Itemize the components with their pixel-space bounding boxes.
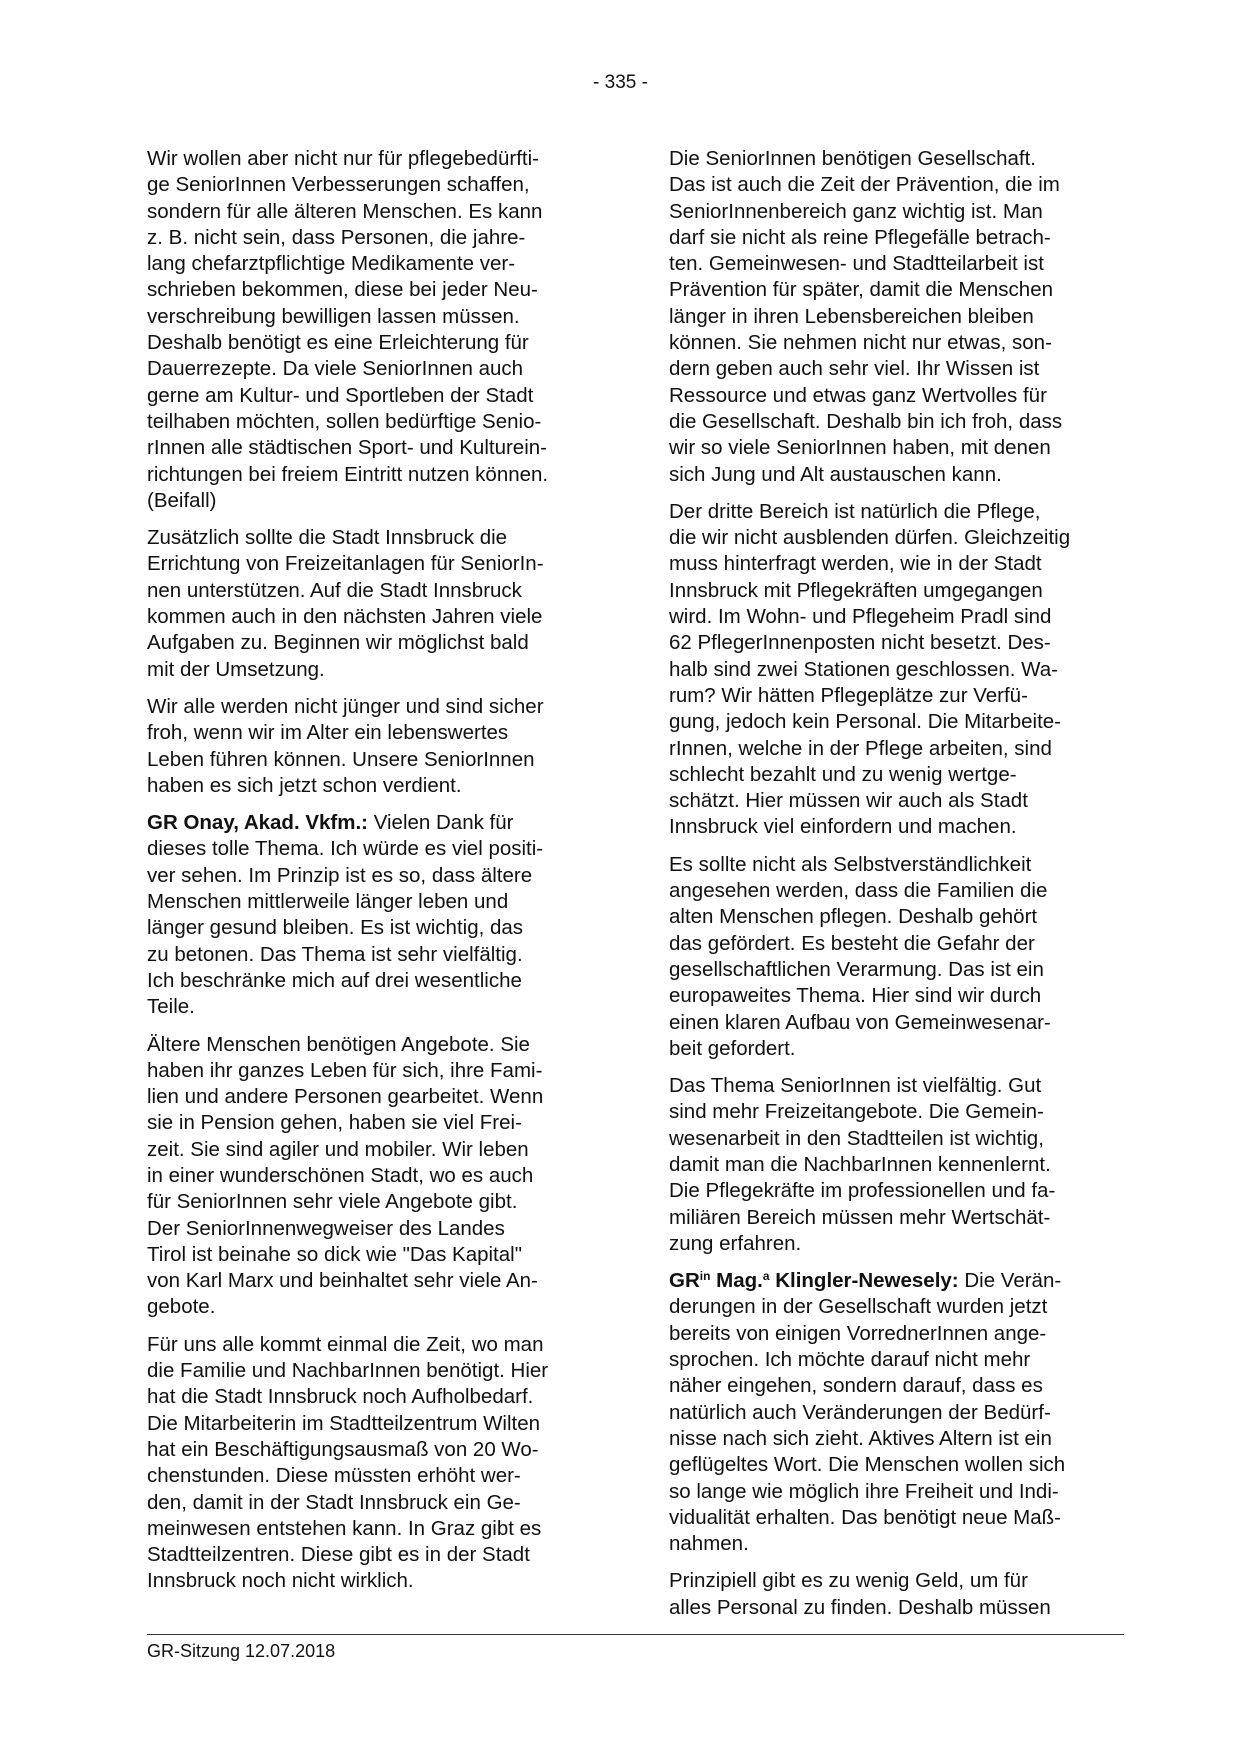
- text-line: sind mehr Freizeitangebote. Die Gemein-: [669, 1100, 1044, 1124]
- text-line: meinwesen entstehen kann. In Graz gibt es: [147, 1516, 542, 1540]
- speech-text: Die Verän-: [958, 1269, 1062, 1293]
- text-line: Ressource und etwas ganz Wertvolles für: [669, 383, 1047, 407]
- text-line: 62 PflegerInnenposten nicht besetzt. Des-: [669, 631, 1051, 655]
- text-line: alten Menschen pflegen. Deshalb gehört: [669, 905, 1038, 929]
- speech-onay: [147, 810, 602, 1020]
- text-line: gesellschaftlichen Verarmung. Das ist ein: [669, 957, 1044, 981]
- text-line: in einer wunderschönen Stadt, wo es auch: [147, 1163, 534, 1187]
- text-line: geflügeltes Wort. Die Menschen wollen sich: [669, 1453, 1066, 1477]
- text-line: beit gefordert.: [669, 1036, 796, 1060]
- text-line: gung, jedoch kein Personal. Die Mitarbeite-: [669, 710, 1061, 734]
- text-line: so lange wie möglich ihre Freiheit und Indi-: [669, 1479, 1059, 1503]
- text-line: Prinzipiell gibt es zu wenig Geld, um für: [669, 1569, 1028, 1593]
- speech-continuation: [147, 836, 602, 1020]
- text-line: bereits von einigen VorrednerInnen ange-: [669, 1321, 1047, 1345]
- text-line: SeniorInnenbereich ganz wichtig ist. Man: [669, 199, 1043, 223]
- text-line: natürlich auch Veränderungen der Bedürf-: [669, 1400, 1051, 1424]
- text-line: zung erfahren.: [669, 1231, 802, 1255]
- speaker-surname: Klingler-Newesely:: [769, 1269, 959, 1293]
- text-line: können. Sie nehmen nicht nur etwas, son-: [669, 331, 1052, 355]
- text-line: muss hinterfragt werden, wie in der Stadt: [669, 552, 1042, 576]
- text-line: wird. Im Wohn- und Pflegeheim Pradl sind: [669, 605, 1052, 629]
- text-line: näher eingehen, sondern darauf, dass es: [669, 1374, 1043, 1398]
- text-line: die Gesellschaft. Deshalb bin ich froh, dass: [669, 409, 1063, 433]
- text-line: chenstunden. Diese müssten erhöht wer-: [147, 1464, 521, 1488]
- speech-first-line: [147, 810, 602, 836]
- text-line: gebote.: [147, 1295, 216, 1319]
- paragraph: [669, 1568, 1124, 1621]
- text-line: teilhaben möchten, sollen bedürftige Senio-: [147, 409, 542, 433]
- text-line: mit der Umsetzung.: [147, 657, 325, 681]
- text-line: dern geben auch sehr viel. Ihr Wissen ist: [669, 357, 1040, 381]
- text-line: den, damit in der Stadt Innsbruck ein Ge-: [147, 1490, 521, 1514]
- text-line: Leben führen können. Unsere SeniorInnen: [147, 747, 535, 771]
- text-line: Deshalb benötigt es eine Erleichterung für: [147, 331, 529, 355]
- text-line: einen klaren Aufbau von Gemeinwesenar-: [669, 1010, 1051, 1034]
- text-line: nen unterstützen. Auf die Stadt Innsbruck: [147, 578, 522, 602]
- text-line: richtungen bei freiem Eintritt nutzen können.: [147, 462, 549, 486]
- speech-text: Vielen Dank für: [368, 811, 514, 835]
- text-line: damit man die NachbarInnen kennenlernt.: [669, 1152, 1051, 1176]
- text-line: europaweites Thema. Hier sind wir durch: [669, 984, 1042, 1008]
- text-line: Ich beschränke mich auf drei wesentliche: [147, 968, 522, 992]
- speaker-name: [669, 1269, 959, 1292]
- text-line: Innsbruck mit Pflegekräften umgegangen: [669, 578, 1043, 602]
- text-line: vidualität erhalten. Das benötigt neue Maß-: [669, 1505, 1062, 1529]
- paragraph: [147, 525, 602, 683]
- speaker-title: GR: [669, 1269, 700, 1293]
- text-line: halb sind zwei Stationen geschlossen. Wa-: [669, 657, 1058, 681]
- text-line: Das Thema SeniorInnen ist vielfältig. Gut: [669, 1074, 1042, 1098]
- text-line: hat ein Beschäftigungsausmaß von 20 Wo-: [147, 1437, 539, 1461]
- text-line: gerne am Kultur- und Sportleben der Stadt: [147, 383, 534, 407]
- text-line: ver sehen. Im Prinzip ist es so, dass ältere: [147, 863, 533, 887]
- text-line: (Beifall): [147, 488, 217, 512]
- paragraph: [147, 1332, 602, 1595]
- text-line: Wir wollen aber nicht nur für pflegebedürfti-: [147, 147, 539, 170]
- text-line: sprochen. Ich möchte darauf nicht mehr: [669, 1348, 1031, 1372]
- text-line: Innsbruck noch nicht wirklich.: [147, 1569, 414, 1593]
- text-line: ge SeniorInnen Verbesserungen schaffen,: [147, 173, 530, 197]
- text-line: Der dritte Bereich ist natürlich die Pflege,: [669, 499, 1041, 523]
- footer-session-date: GR-Sitzung 12.07.2018: [147, 1641, 336, 1661]
- text-line: Stadtteilzentren. Diese gibt es in der Stadt: [147, 1543, 530, 1567]
- text-line: länger in ihren Lebensbereichen bleiben: [669, 304, 1034, 328]
- text-line: sie in Pension gehen, haben sie viel Frei-: [147, 1111, 522, 1135]
- text-line: angesehen werden, dass die Familien die: [669, 879, 1048, 903]
- text-line: schrieben bekommen, diese bei jeder Neu-: [147, 278, 538, 302]
- speech-klingler: [669, 1268, 1124, 1557]
- paragraph: [669, 1073, 1124, 1257]
- footer-divider: [147, 1634, 1124, 1635]
- text-line: dieses tolle Thema. Ich würde es viel positi-: [147, 837, 544, 861]
- paragraph: [669, 499, 1124, 841]
- text-line: zu betonen. Das Thema ist sehr vielfältig.: [147, 942, 523, 966]
- text-line: Ältere Menschen benötigen Angebote. Sie: [147, 1032, 530, 1056]
- text-line: die Familie und NachbarInnen benötigt. Hier: [147, 1359, 549, 1383]
- text-line: nahmen.: [669, 1532, 749, 1556]
- text-line: Die Mitarbeiterin im Stadtteilzentrum Wilten: [147, 1411, 541, 1435]
- text-line: lang chefarztpflichtige Medikamente ver-: [147, 252, 516, 276]
- text-line: derungen in der Gesellschaft wurden jetzt: [669, 1295, 1048, 1319]
- speaker-title-suffix: in: [699, 1269, 711, 1284]
- text-line: Für uns alle kommt einmal die Zeit, wo man: [147, 1332, 544, 1356]
- text-line: Es sollte nicht als Selbstverständlichkeit: [669, 852, 1032, 876]
- paragraph: [147, 1032, 602, 1321]
- left-column: [147, 146, 602, 1606]
- text-line: Teile.: [147, 995, 195, 1019]
- speaker-name: GR Onay, Akad. Vkfm.:: [147, 811, 368, 835]
- text-line: von Karl Marx und beinhaltet sehr viele An-: [147, 1269, 538, 1293]
- text-line: darf sie nicht als reine Pflegefälle betrach-: [669, 225, 1051, 249]
- speech-continuation: [669, 1294, 1124, 1557]
- text-line: haben es sich jetzt schon verdient.: [147, 773, 462, 797]
- text-line: Der SeniorInnenwegweiser des Landes: [147, 1216, 505, 1240]
- text-line: Errichtung von Freizeitanlagen für SeniorIn-: [147, 552, 544, 576]
- text-line: miliären Bereich müssen mehr Wertschät-: [669, 1205, 1051, 1229]
- paragraph: [147, 146, 602, 514]
- text-line: verschreibung bewilligen lassen müssen.: [147, 304, 520, 328]
- text-line: Tirol ist beinahe so dick wie "Das Kapital": [147, 1242, 522, 1266]
- text-line: Menschen mittlerweile länger leben und: [147, 890, 509, 914]
- page-number: - 335 -: [593, 72, 648, 93]
- text-line: wesenarbeit in den Stadtteilen ist wichtig,: [669, 1126, 1044, 1150]
- paragraph: [669, 852, 1124, 1062]
- text-line: rum? Wir hätten Pflegeplätze zur Verfü-: [669, 683, 1028, 707]
- paragraph: [147, 694, 602, 799]
- text-line: schätzt. Hier müssen wir auch als Stadt: [669, 789, 1028, 813]
- text-line: zeit. Sie sind agiler und mobiler. Wir leben: [147, 1137, 529, 1161]
- right-column: [669, 146, 1124, 1632]
- text-line: Aufgaben zu. Beginnen wir möglichst bald: [147, 631, 529, 655]
- text-line: Zusätzlich sollte die Stadt Innsbruck die: [147, 526, 508, 550]
- speech-first-line: [669, 1268, 1124, 1294]
- text-line: haben ihr ganzes Leben für sich, ihre Fami-: [147, 1058, 543, 1082]
- speaker-degree-suffix: a: [762, 1269, 770, 1284]
- text-line: schlecht bezahlt und zu wenig wertge-: [669, 762, 1017, 786]
- text-line: ten. Gemeinwesen- und Stadtteilarbeit ist: [669, 252, 1044, 276]
- text-line: lien und andere Personen gearbeitet. Wenn: [147, 1085, 544, 1109]
- text-line: länger gesund bleiben. Es ist wichtig, das: [147, 916, 524, 940]
- text-line: das gefördert. Es besteht die Gefahr der: [669, 931, 1035, 955]
- text-line: Das ist auch die Zeit der Prävention, die im: [669, 173, 1060, 197]
- text-line: kommen auch in den nächsten Jahren viele: [147, 605, 543, 629]
- text-line: die wir nicht ausblenden dürfen. Gleichzeitig: [669, 526, 1071, 550]
- text-line: wir so viele SeniorInnen haben, mit denen: [669, 436, 1051, 460]
- paragraph: [669, 146, 1124, 488]
- text-line: nisse nach sich zieht. Aktives Altern ist ein: [669, 1426, 1052, 1450]
- text-line: Dauerrezepte. Da viele SeniorInnen auch: [147, 357, 524, 381]
- text-line: alles Personal zu finden. Deshalb müssen: [669, 1595, 1051, 1619]
- text-line: Innsbruck viel einfordern und machen.: [669, 815, 1017, 839]
- text-line: Prävention für später, damit die Menschen: [669, 278, 1054, 302]
- text-line: Die SeniorInnen benötigen Gesellschaft.: [669, 147, 1036, 170]
- text-line: z. B. nicht sein, dass Personen, die jahre-: [147, 225, 526, 249]
- text-line: hat die Stadt Innsbruck noch Aufholbedarf.: [147, 1385, 534, 1409]
- text-line: rInnen, welche in der Pflege arbeiten, sind: [669, 736, 1052, 760]
- text-line: sich Jung und Alt austauschen kann.: [669, 462, 1002, 486]
- text-line: rInnen alle städtischen Sport- und Kulturein-: [147, 436, 547, 460]
- speaker-degree: Mag.: [710, 1269, 763, 1293]
- text-line: sondern für alle älteren Menschen. Es kann: [147, 199, 543, 223]
- text-line: froh, wenn wir im Alter ein lebenswertes: [147, 721, 509, 745]
- text-line: Die Pflegekräfte im professionellen und fa-: [669, 1179, 1056, 1203]
- text-line: für SeniorInnen sehr viele Angebote gibt.: [147, 1190, 518, 1214]
- text-line: Wir alle werden nicht jünger und sind sicher: [147, 694, 544, 718]
